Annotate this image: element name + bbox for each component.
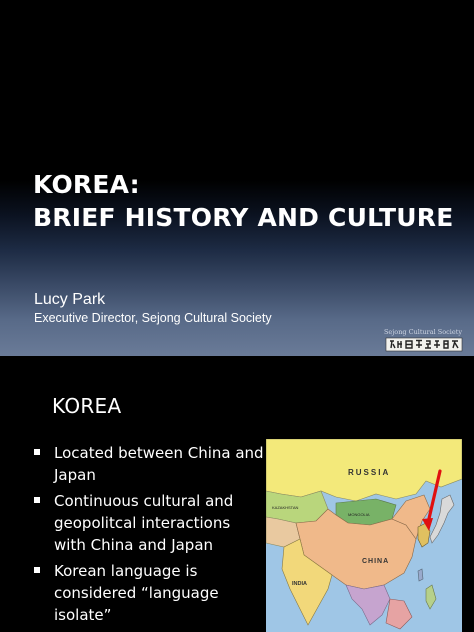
bullet-text: Continuous cultural and geopolitcal interactions with China and Japan: [54, 492, 234, 554]
slide-title: [33, 168, 454, 234]
presenter-name: Lucy Park: [34, 291, 106, 308]
map-label-mongolia: MONGOLIA: [348, 512, 370, 517]
bullet-item: [34, 490, 264, 556]
map-label-china: CHINA: [362, 558, 390, 565]
korea-slide: [0, 362, 474, 632]
bullet-text: Korean language is considered “language isolate”: [54, 562, 219, 624]
bullet-square-icon: [34, 567, 40, 573]
title-line-1: KOREA:: [33, 170, 140, 199]
bullet-square-icon: [34, 497, 40, 503]
sejong-society-logo: [384, 326, 464, 352]
bullet-square-icon: [34, 449, 40, 455]
logo-text: Sejong Cultural Society: [384, 328, 462, 336]
map-taiwan: [418, 569, 423, 581]
bullet-text: Located between China and Japan: [54, 444, 264, 484]
title-line-2: BRIEF HISTORY AND CULTURE: [33, 203, 454, 232]
slide-heading: KOREA: [52, 394, 122, 418]
map-label-russia: RUSSIA: [348, 468, 391, 477]
bullet-item: [34, 560, 264, 626]
map-label-india: INDIA: [292, 581, 307, 587]
bullet-list: [34, 442, 264, 630]
bullet-item: [34, 442, 264, 486]
map-label-kazakhstan: KAZAKHSTAN: [272, 505, 299, 510]
presenter-role: Executive Director, Sejong Cultural Society: [34, 311, 272, 325]
asia-map: [266, 439, 462, 632]
